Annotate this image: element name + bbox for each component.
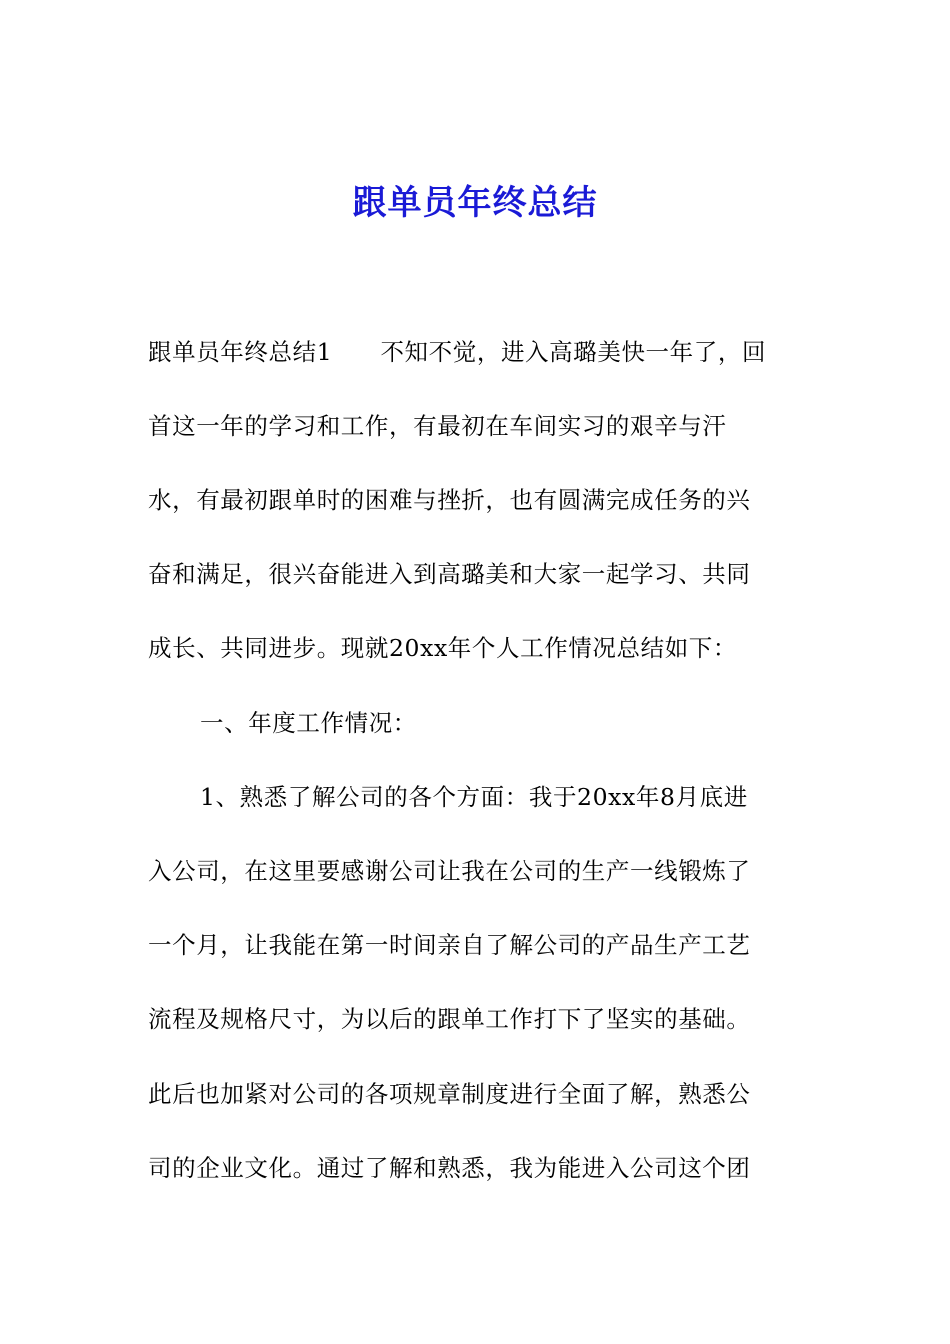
paragraph-line: 跟单员年终总结1 不知不觉，进入高璐美快一年了，回: [148, 338, 767, 366]
paragraph-line: 1、熟悉了解公司的各个方面：我于20xx年8月底进: [200, 783, 748, 811]
document-title: 跟单员年终总结: [352, 183, 598, 223]
paragraph-line: 成长、共同进步。现就20xx年个人工作情况总结如下：: [148, 634, 738, 662]
paragraph-line: 此后也加紧对公司的各项规章制度进行全面了解，熟悉公: [148, 1080, 751, 1108]
section-heading: 一、年度工作情况：: [200, 709, 417, 737]
paragraph-line: 司的企业文化。通过了解和熟悉，我为能进入公司这个团: [148, 1154, 751, 1182]
paragraph-line: 入公司，在这里要感谢公司让我在公司的生产一线锻炼了: [148, 857, 751, 885]
paragraph-line: 首这一年的学习和工作，有最初在车间实习的艰辛与汗: [148, 412, 727, 440]
paragraph-line: 水，有最初跟单时的困难与挫折，也有圆满完成任务的兴: [148, 486, 751, 514]
paragraph-line: 奋和满足，很兴奋能进入到高璐美和大家一起学习、共同: [148, 560, 751, 588]
paragraph-line: 流程及规格尺寸，为以后的跟单工作打下了坚实的基础。: [148, 1005, 751, 1033]
paragraph-line: 一个月，让我能在第一时间亲自了解公司的产品生产工艺: [148, 931, 751, 959]
